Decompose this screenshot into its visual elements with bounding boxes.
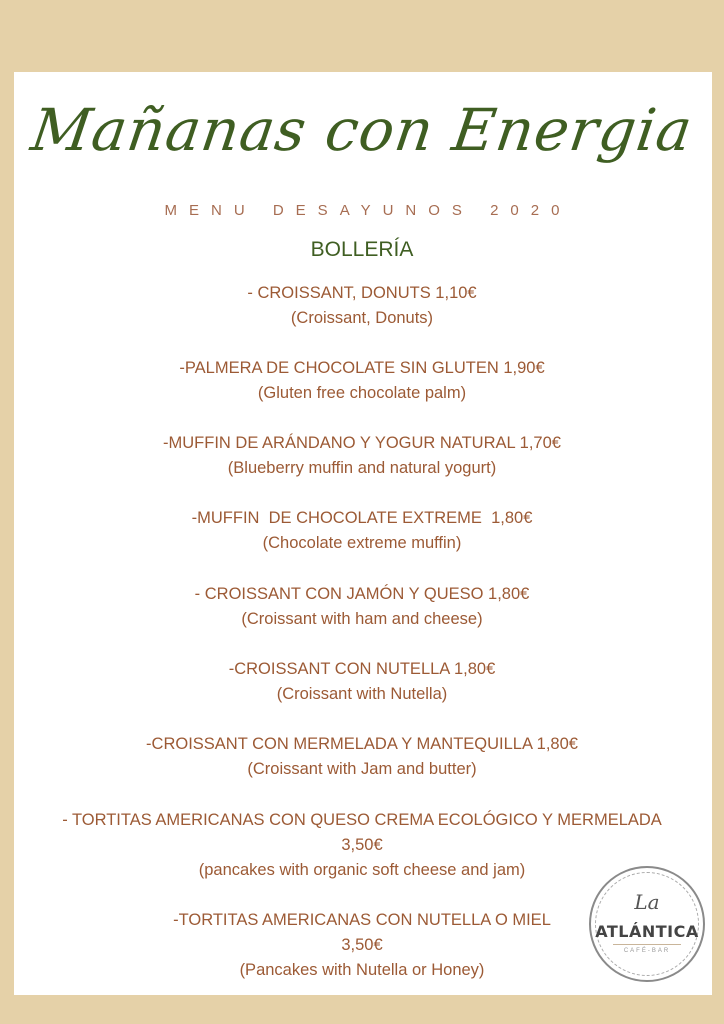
item-name: -CROISSANT CON MERMELADA Y MANTEQUILLA 1,80€ <box>146 735 578 753</box>
item-translation: (Croissant with ham and cheese) <box>241 610 483 628</box>
menu-item <box>0 732 724 782</box>
item-translation: (Pancakes with Nutella or Honey) <box>239 961 485 979</box>
item-translation: (Gluten free chocolate palm) <box>257 384 467 402</box>
item-translation: (pancakes with organic soft cheese and jam) <box>198 861 526 879</box>
item-price: 3,50€ <box>341 936 383 954</box>
menu-item <box>0 356 724 406</box>
item-price: 3,50€ <box>341 836 383 854</box>
menu-subtitle: MENU DESAYUNOS 2020 <box>164 202 572 219</box>
item-name: - CROISSANT CON JAMÓN Y QUESO 1,80€ <box>194 585 530 603</box>
logo-script: La <box>634 890 660 914</box>
menu-item <box>0 281 724 331</box>
logo-divider <box>613 944 681 945</box>
item-translation: (Chocolate extreme muffin) <box>262 534 462 552</box>
menu-item <box>0 506 724 556</box>
menu-item <box>0 657 724 707</box>
la-atlantica-logo <box>589 866 705 982</box>
item-name: - CROISSANT, DONUTS 1,10€ <box>247 284 477 302</box>
item-name: - TORTITAS AMERICANAS CON QUESO CREMA ECOLÓGICO Y MERMELADA <box>62 811 662 829</box>
menu-title: Mañanas con Energia <box>27 96 697 164</box>
item-translation: (Blueberry muffin and natural yogurt) <box>227 459 497 477</box>
item-name: -TORTITAS AMERICANAS CON NUTELLA O MIEL <box>173 911 551 929</box>
menu-item <box>0 431 724 481</box>
item-translation: (Croissant with Jam and butter) <box>247 760 477 778</box>
item-translation: (Croissant with Nutella) <box>276 685 448 703</box>
logo-tagline: CAFÉ-BAR <box>623 948 671 954</box>
section-heading: BOLLERÍA <box>310 238 414 261</box>
item-name: -CROISSANT CON NUTELLA 1,80€ <box>228 660 496 678</box>
item-name: -MUFFIN DE CHOCOLATE EXTREME 1,80€ <box>191 509 533 527</box>
item-name: -MUFFIN DE ARÁNDANO Y YOGUR NATURAL 1,70€ <box>163 434 561 452</box>
menu-item <box>0 808 724 883</box>
logo-name: ATLÁNTICA <box>595 922 699 941</box>
menu-item <box>0 582 724 632</box>
item-name: -PALMERA DE CHOCOLATE SIN GLUTEN 1,90€ <box>179 359 545 377</box>
item-translation: (Croissant, Donuts) <box>290 309 434 327</box>
